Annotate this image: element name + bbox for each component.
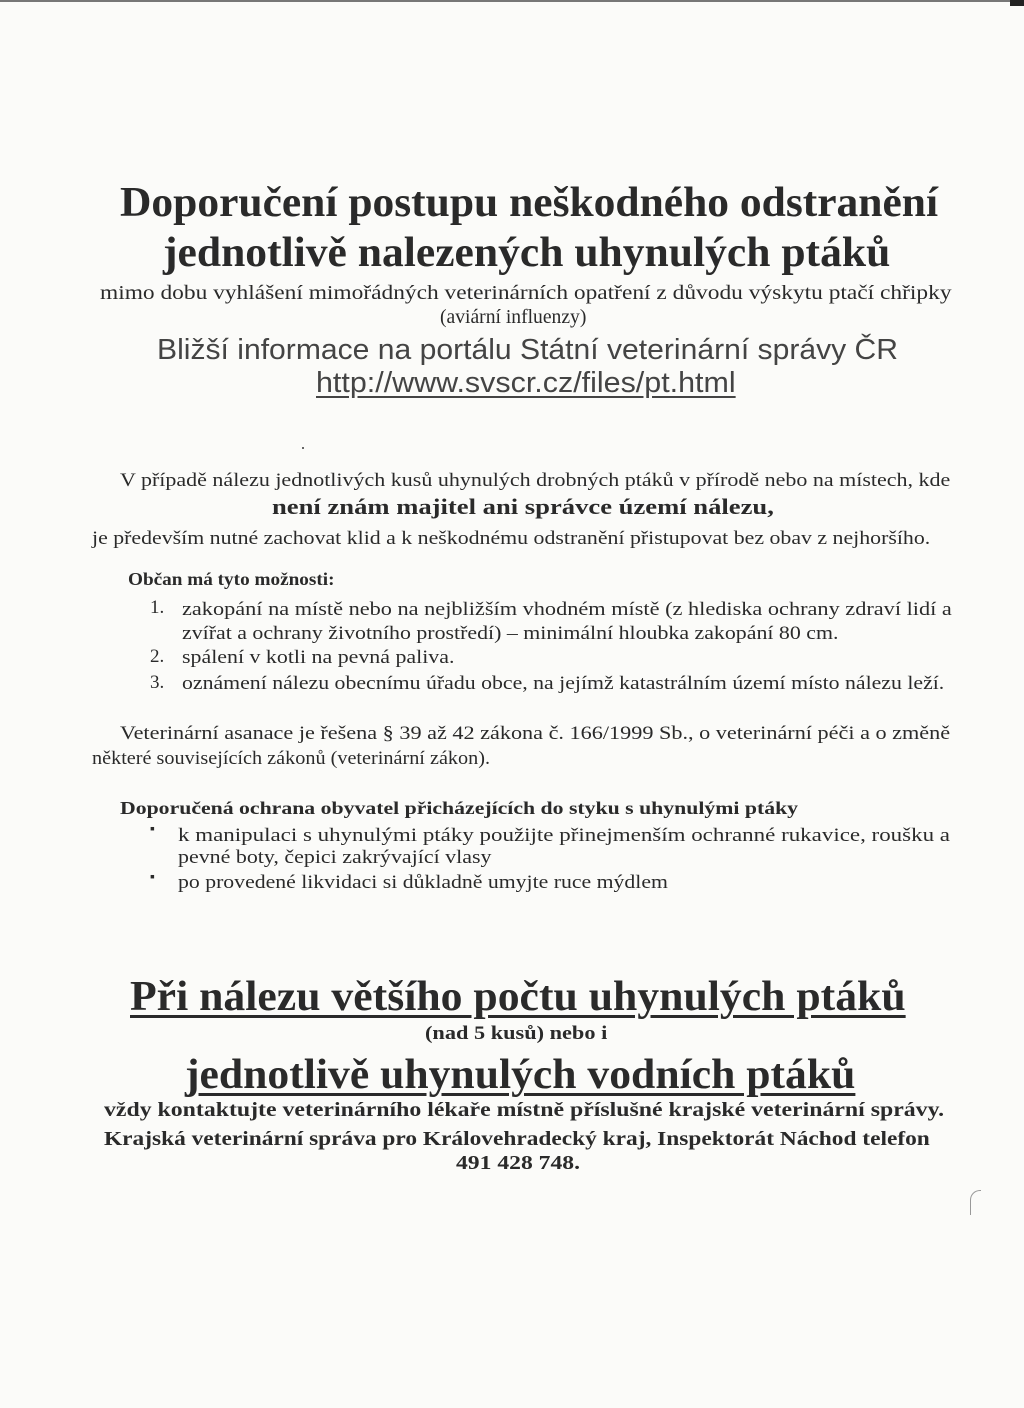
alert-heading2: jednotlivě uhynulých vodních ptáků: [185, 1052, 856, 1098]
option-number: 3.: [150, 672, 165, 693]
option-item-1-line2: zvířat a ochrany životního prostředí) – minimální hloubka zakopání 80 cm.: [182, 623, 839, 644]
document-title-line2: jednotlivě nalezených uhynulých ptáků: [163, 230, 891, 276]
alert-line1: vždy kontaktujte veterinárního lékaře místně příslušné krajské veterinární správy.: [104, 1099, 945, 1121]
bullet-icon: ▪: [150, 822, 155, 837]
scan-corner-mark: [1010, 0, 1024, 6]
option-item-3: oznámení nálezu obecnímu úřadu obce, na jejímž katastrálním území místo nálezu leží.: [182, 673, 945, 694]
scan-speck: [302, 447, 304, 449]
option-number: 2.: [150, 646, 165, 667]
document-title-line1: Doporučení postupu neškodného odstranění: [120, 180, 939, 226]
law-line1: Veterinární asanace je řešena § 39 až 42 zákona č. 166/1999 Sb., o veterinární péči a o změně: [120, 723, 951, 744]
scan-mark: [970, 1190, 981, 1215]
intro-bold: není znám majitel ani správce území nálezu,: [272, 494, 774, 519]
protection-item-2: po provedené likvidaci si důkladně umyjte ruce mýdlem: [178, 872, 668, 893]
options-heading: Občan má tyto možnosti:: [128, 569, 335, 589]
intro-line3: je především nutné zachovat klid a k neškodnému odstranění přistupovat bez obav z nejhoršího.: [92, 528, 931, 549]
alert-phone: 491 428 748.: [456, 1152, 580, 1174]
option-item-2: spálení v kotli na pevná paliva.: [182, 647, 455, 668]
alert-sub: (nad 5 kusů) nebo i: [425, 1023, 608, 1044]
alert-heading1: Při nálezu většího počtu uhynulých ptáků: [130, 974, 906, 1020]
svscr-link[interactable]: http://www.svscr.cz/files/pt.html: [316, 367, 736, 399]
protection-item-1-line2: pevné boty, čepici zakrývající vlasy: [178, 847, 492, 868]
protection-heading: Doporučená ochrana obyvatel přicházejících do styku s uhynulými ptáky: [120, 798, 799, 818]
info-text: Bližší informace na portálu Státní veterinární správy ČR: [157, 334, 899, 366]
alert-line2: Krajská veterinární správa pro Královehradecký kraj, Inspektorát Náchod telefon: [104, 1128, 930, 1150]
intro-line1: V případě nálezu jednotlivých kusů uhynulých drobných ptáků v přírodě nebo na místech, kde: [120, 470, 951, 491]
option-item-1-line1: zakopání na místě nebo na nejbližším vhodném místě (z hlediska ochrany zdraví lidí a: [182, 599, 952, 620]
protection-item-1-line1: k manipulaci s uhynulými ptáky použijte přinejmenším ochranné rukavice, roušku a: [178, 825, 950, 846]
law-line2: některé souvisejících zákonů (veterinární zákon).: [92, 748, 491, 769]
subtitle-line2: (aviární influenzy): [440, 306, 587, 328]
scan-edge: [0, 0, 1024, 2]
bullet-icon: ▪: [150, 870, 155, 885]
option-number: 1.: [150, 597, 165, 618]
subtitle-line1: mimo dobu vyhlášení mimořádných veterinárních opatření z důvodu výskytu ptačí chřipky: [100, 282, 952, 304]
